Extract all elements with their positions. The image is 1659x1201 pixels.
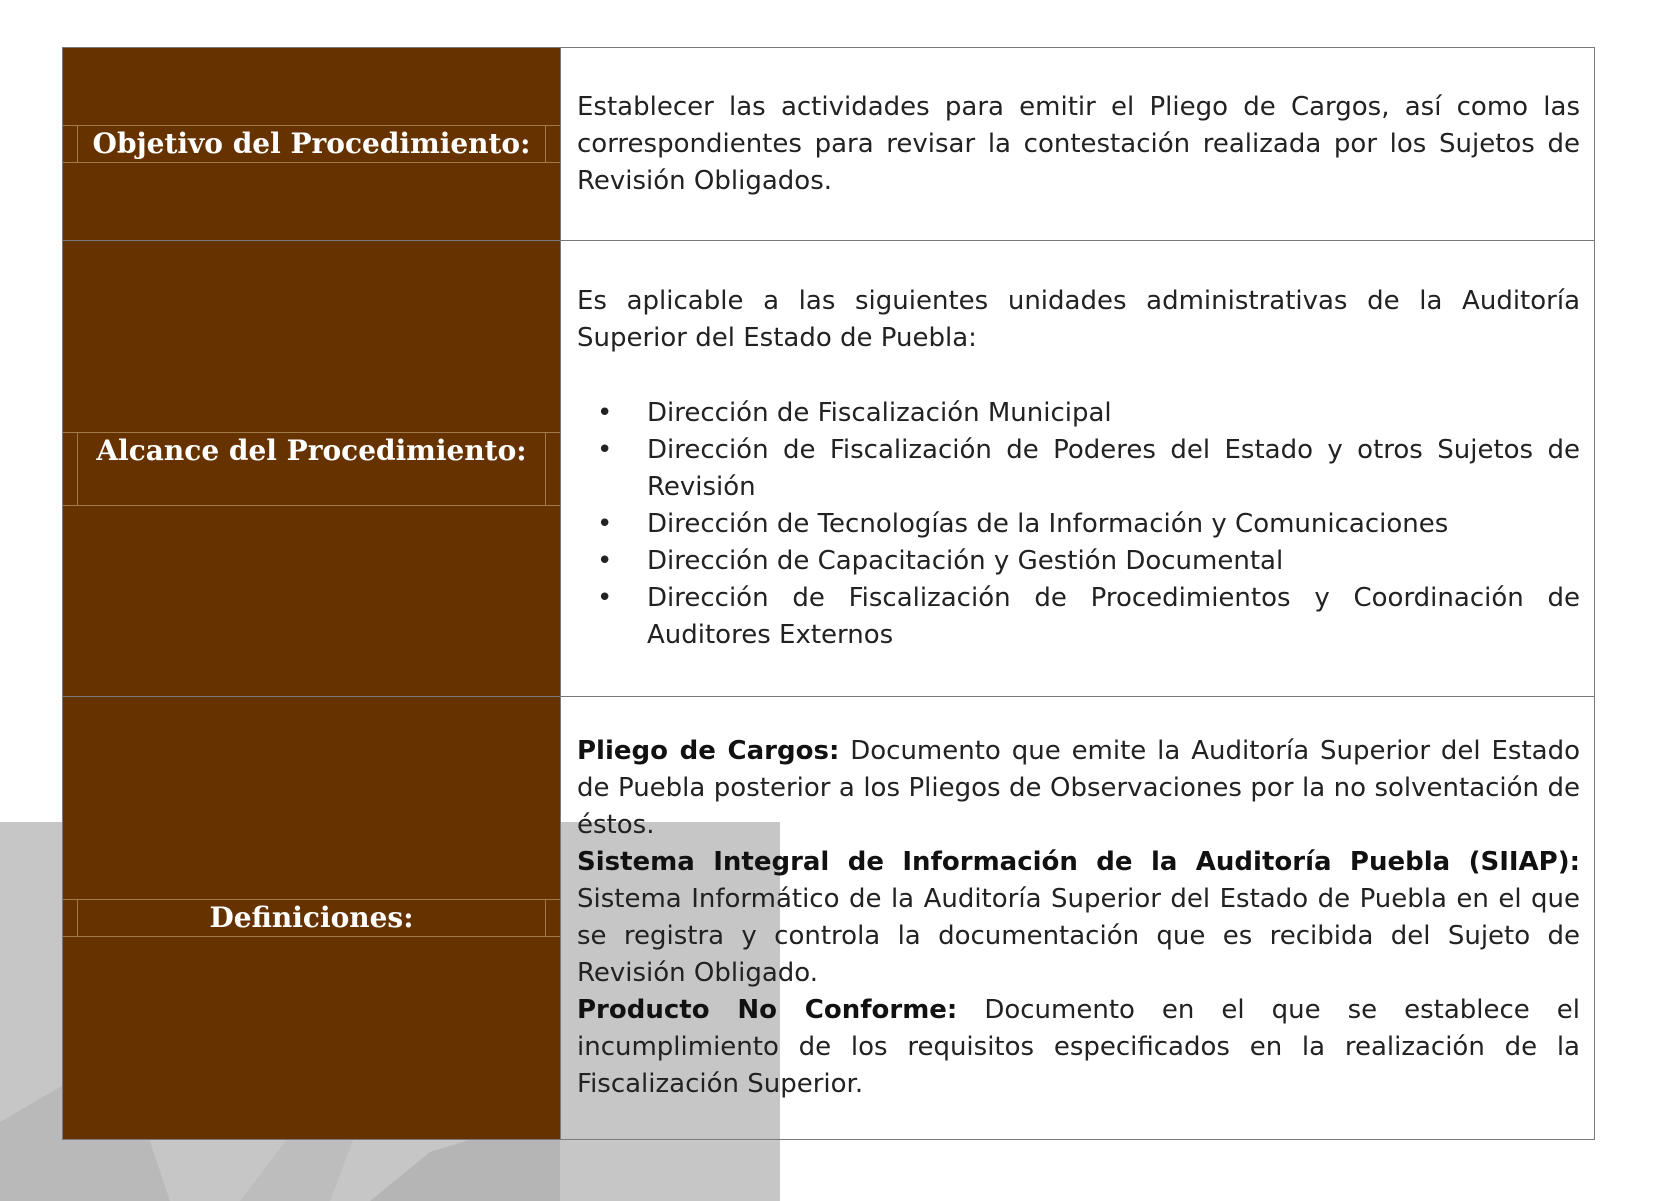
objective-text: Establecer las actividades para emitir el Pliego de Cargos, así como las correspondientes para revisar la contestación realizada por los Sujetos de Revisión Obligados. [577,91,1580,196]
bullet-icon: • [597,398,613,428]
objective-content-cell [561,48,1595,241]
list-item [577,432,1580,506]
objective-label: Objetivo del Procedimiento: [92,127,531,160]
definition-term: Producto No Conforme: [577,995,958,1025]
definition-text: Sistema Informático de la Auditoría Superior del Estado de Puebla en el que se registra y controla la documentación que es recibida del Sujeto de Revisión Obligado. [577,884,1580,988]
definition-item [577,992,1580,1103]
objective-row [63,48,1595,241]
definitions-label-cell [63,697,561,1140]
definition-term: Pliego de Cargos: [577,736,840,766]
scope-label-band [63,432,560,506]
definition-term: Sistema Integral de Información de la Auditoría Puebla (SIIAP): [577,847,1580,877]
list-item-text: Dirección de Fiscalización de Procedimientos y Coordinación de Auditores Externos [647,583,1580,650]
definition-text: Documento en el que se establece el incumplimiento de los requisitos especificados en la realización de la Fiscalización Superior. [577,995,1580,1099]
objective-label-band [63,125,560,163]
procedure-table [62,47,1595,1140]
list-item [577,580,1580,654]
bullet-icon: • [597,435,613,465]
scope-content-cell [561,241,1595,697]
list-item-text: Dirección de Fiscalización Municipal [647,398,1112,428]
list-item-text: Dirección de Tecnologías de la Información y Comunicaciones [647,509,1449,539]
definitions-label: Definiciones: [209,901,414,934]
definitions-content-cell [561,697,1595,1140]
bullet-icon: • [597,583,613,613]
scope-label: Alcance del Procedimiento: [96,433,527,467]
objective-label-cell [63,48,561,241]
list-item-text: Dirección de Capacitación y Gestión Documental [647,546,1284,576]
scope-label-cell [63,241,561,697]
list-item [577,543,1580,580]
bullet-icon: • [597,546,613,576]
scope-list [577,395,1580,654]
definitions-label-band [63,899,560,937]
scope-row [63,241,1595,697]
definition-item [577,844,1580,992]
definition-text: Documento que emite la Auditoría Superior del Estado de Puebla posterior a los Pliegos de Observaciones por la no solventación de éstos. [577,736,1580,840]
bullet-icon: • [597,509,613,539]
list-item [577,395,1580,432]
scope-intro: Es aplicable a las siguientes unidades administrativas de la Auditoría Superior del Estado de Puebla: [577,286,1580,353]
list-item [577,506,1580,543]
definition-item [577,733,1580,844]
list-item-text: Dirección de Fiscalización de Poderes del Estado y otros Sujetos de Revisión [647,435,1580,502]
definitions-row [63,697,1595,1140]
